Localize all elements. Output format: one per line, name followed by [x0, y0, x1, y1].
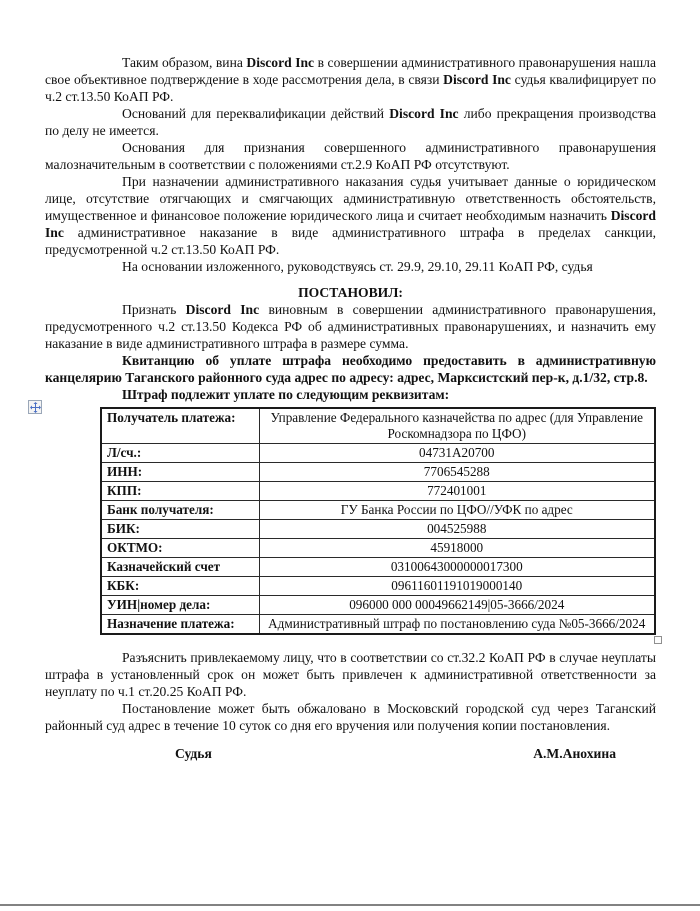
requisite-value: 04731А20700 [259, 444, 655, 463]
table-row [101, 463, 655, 482]
paragraph-verdict [45, 301, 656, 352]
signature-judge-name: А.М.Анохина [533, 746, 616, 761]
move-cross-icon [30, 402, 41, 413]
signature-judge-label: Судья [175, 746, 212, 761]
requisite-value: Административный штраф по постановлению суда №05-3666/2024 [259, 615, 655, 635]
table-move-handle[interactable] [28, 400, 42, 414]
table-resize-handle[interactable] [654, 636, 662, 644]
payment-table-container [45, 407, 656, 635]
table-row [101, 520, 655, 539]
company-name: Discord Inc [443, 72, 511, 87]
requisite-value: 772401001 [259, 482, 655, 501]
company-name: Discord Inc [45, 208, 656, 240]
paragraph-receipt-instruction: Квитанцию об уплате штрафа необходимо предоставить в административную канцелярию Таганского районного суда адрес по адресу: адрес, Марксистский пер-к, д.1/32, стр.8. [45, 353, 656, 385]
paragraph-penalty-considerations [45, 173, 656, 258]
requisite-label: КПП: [101, 482, 259, 501]
text-run: в совершении административного правонарушения нашла свое объективное подтверждение в ходе рассмотрения дела, в связи [45, 55, 656, 87]
table-row [101, 558, 655, 577]
signature-block [45, 745, 656, 762]
text-run: При назначении административного наказания судья учитывает данные о юридическом лице, отсутствие отягчающих и смягчающих административную ответственность обстоятельств, имущественное и финансовое положение юридического лица и считает необходимым назначить [45, 174, 656, 223]
paragraph-guilt-confirmation [45, 54, 656, 105]
requisite-label: Получатель платежа: [101, 408, 259, 444]
table-row [101, 444, 655, 463]
requisite-label: УИН|номер дела: [101, 596, 259, 615]
requisite-value: Управление Федерального казначейства по адрес (для Управление Роскомнадзора по ЦФО) [259, 408, 655, 444]
requisite-label: КБК: [101, 577, 259, 596]
requisite-value: 09611601191019000140 [259, 577, 655, 596]
company-name: Discord Inc [185, 302, 260, 317]
requisite-value: 096000 000 00049662149|05-3666/2024 [259, 596, 655, 615]
table-row [101, 539, 655, 558]
company-name: Discord Inc [246, 55, 315, 70]
requisite-label: БИК: [101, 520, 259, 539]
requisite-value: 004525988 [259, 520, 655, 539]
text-run: судья квалифицирует по ч.2 ст.13.50 КоАП РФ. [45, 72, 656, 104]
paragraph-appeal-rights: Постановление может быть обжаловано в Московский городской суд через Таганский районный суд адрес в течение 10 суток со дня его вручения или получения копии постановления. [45, 701, 656, 733]
paragraph-not-insignificant: Основания для признания совершенного административного правонарушения малозначительным в соответствии с положениями ст.2.9 КоАП РФ отсутствуют. [45, 140, 656, 172]
payment-requisites-table [100, 407, 656, 635]
text-run: либо прекращения производства по делу не имеется. [45, 106, 657, 138]
requisite-value: 7706545288 [259, 463, 655, 482]
requisite-label: Казначейский счет [101, 558, 259, 577]
paragraph-nonpayment-warning: Разъяснить привлекаемому лицу, что в соответствии со ст.32.2 КоАП РФ в случае неуплаты штрафа в установленный срок он может быть привлечен к административной ответственности за неуплату по ч.1 ст.20.25 КоАП РФ. [45, 650, 656, 699]
page-bottom-edge [0, 904, 700, 906]
table-row [101, 482, 655, 501]
text-run: виновным в совершении административного правонарушения, предусмотренного ч.2 ст.13.50 Кодекса РФ об административных правонарушениях, и назначить ему наказание в виде административного штрафа в размере сумма. [45, 302, 656, 351]
requisite-label: Л/сч.: [101, 444, 259, 463]
text-run: Оснований для переквалификации действий [122, 106, 390, 121]
requisite-label: Банк получателя: [101, 501, 259, 520]
company-name: Discord Inc [389, 106, 459, 121]
text-run: административное наказание в виде административного штрафа в пределах санкции, предусмотренной ч.2 ст.13.50 КоАП РФ. [45, 225, 656, 257]
requisite-label: ИНН: [101, 463, 259, 482]
paragraph-payment-requisites-intro: Штраф подлежит уплате по следующим реквизитам: [122, 387, 450, 402]
table-row [101, 577, 655, 596]
requisite-label: ОКТМО: [101, 539, 259, 558]
table-row [101, 501, 655, 520]
table-row [101, 596, 655, 615]
requisite-value: 03100643000000017300 [259, 558, 655, 577]
requisite-value: ГУ Банка России по ЦФО//УФК по адрес [259, 501, 655, 520]
table-row [101, 408, 655, 444]
text-run: Таким образом, вина [122, 55, 247, 70]
paragraph-legal-basis: На основании изложенного, руководствуясь ст. 29.9, 29.10, 29.11 КоАП РФ, судья [122, 259, 593, 274]
requisite-value: 45918000 [259, 539, 655, 558]
paragraph-no-requalification [45, 105, 656, 139]
table-row [101, 615, 655, 635]
text-run: Признать [122, 302, 186, 317]
resolution-heading: ПОСТАНОВИЛ: [298, 285, 403, 300]
requisite-label: Назначение платежа: [101, 615, 259, 635]
